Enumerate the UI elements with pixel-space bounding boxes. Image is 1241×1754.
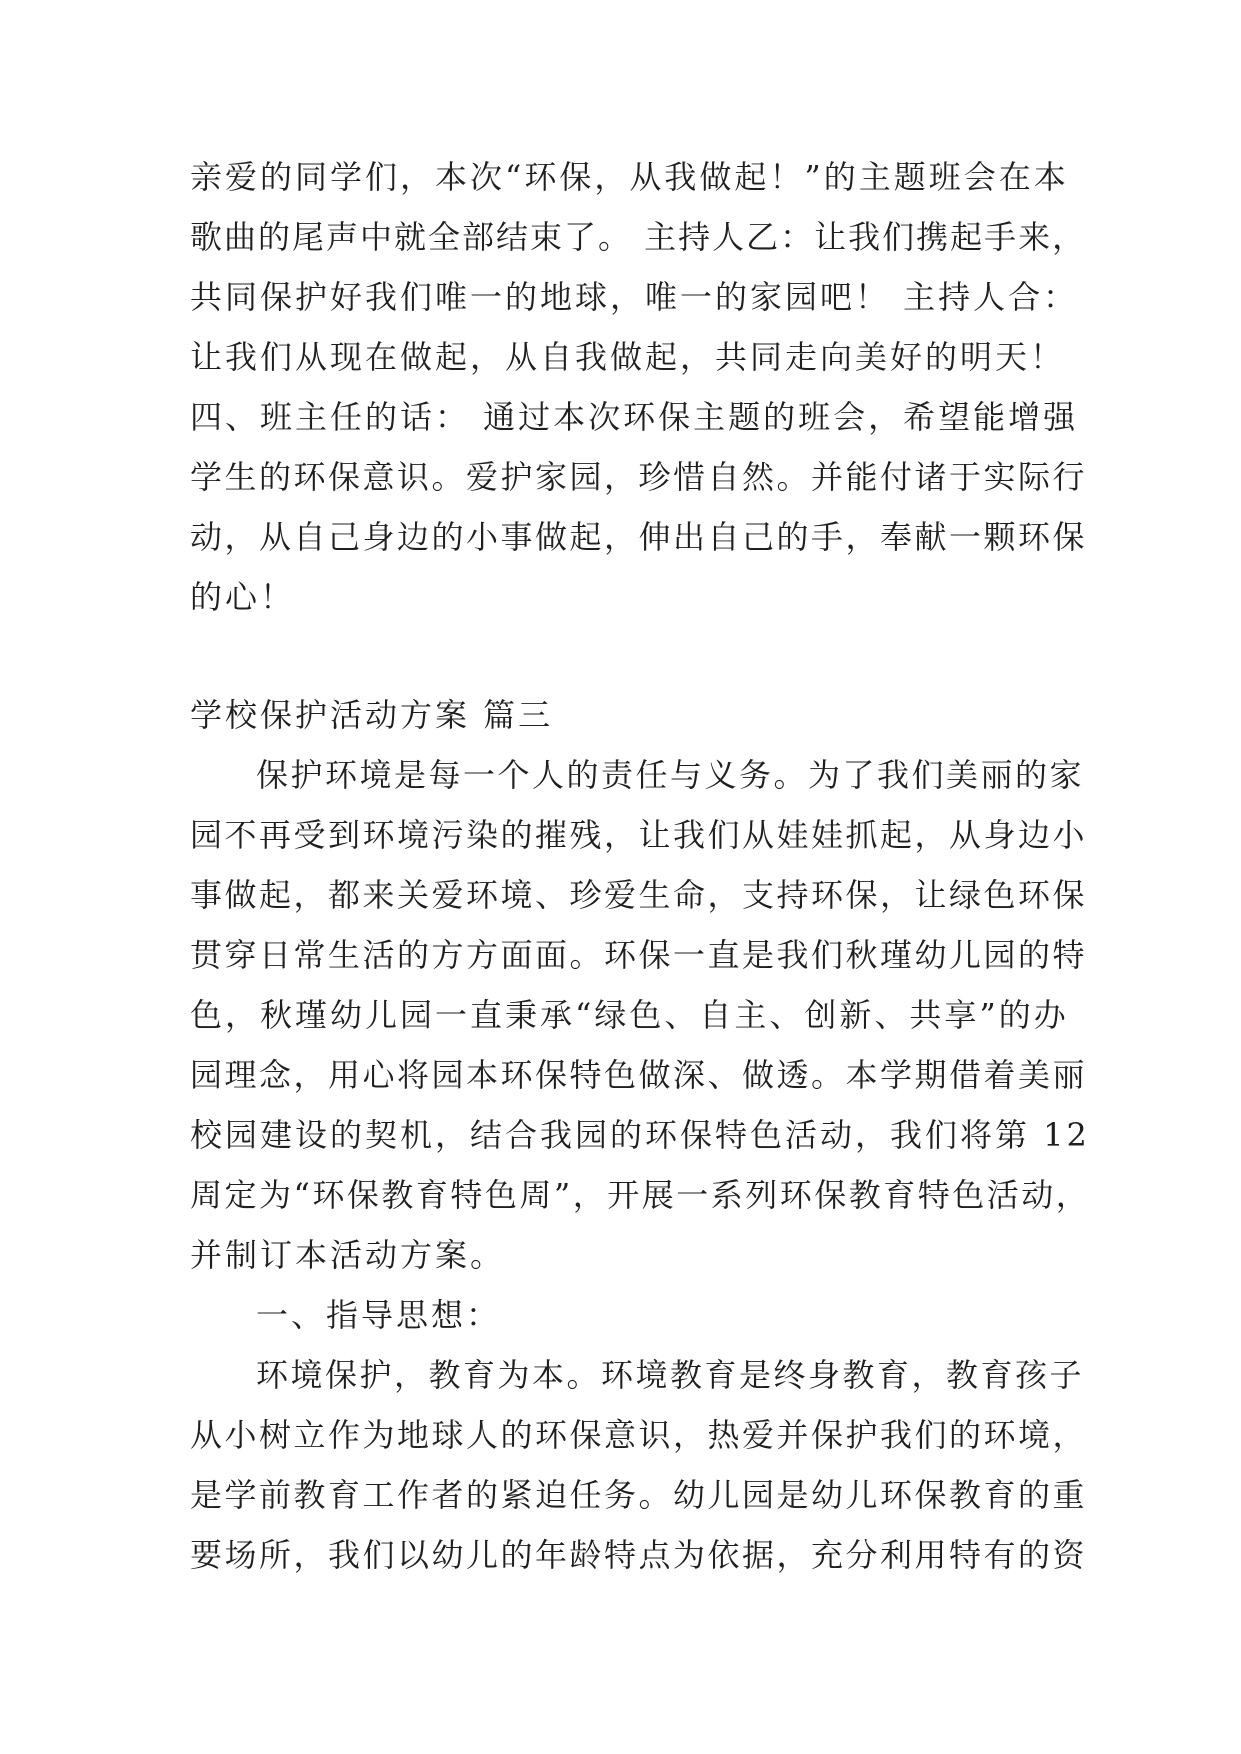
paragraph-line: 让我们从现在做起，从自我做起，共同走向美好的明天！ <box>190 338 1066 376</box>
paragraph-line: 学生的环保意识。爱护家园，珍惜自然。并能付诸于实际行 <box>190 458 1088 496</box>
paragraph-line: 要场所，我们以幼儿的年龄特点为依据，充分利用特有的资 <box>190 1536 1088 1574</box>
paragraph-line: 亲爱的同学们，本次“环保，从我做起！”的主题班会在本 <box>190 158 1069 196</box>
section-heading: 学校保护活动方案 篇三 <box>190 696 554 734</box>
paragraph-line: 园理念，用心将园本环保特色做深、做透。本学期借着美丽 <box>190 1056 1088 1094</box>
paragraph-line: 环境保护，教育为本。环境教育是终身教育，教育孩子 <box>256 1356 1085 1394</box>
paragraph-line: 是学前教育工作者的紧迫任务。幼儿园是幼儿环保教育的重 <box>190 1476 1088 1514</box>
paragraph-line: 并制订本活动方案。 <box>190 1236 506 1274</box>
paragraph-line: 校园建设的契机，结合我园的环保特色活动，我们将第 12 <box>190 1116 1090 1154</box>
paragraph-line: 四、班主任的话： 通过本次环保主题的班会，希望能增强 <box>190 398 1079 436</box>
paragraph-line: 周定为“环保教育特色周”，开展一系列环保教育特色活动， <box>190 1176 1091 1214</box>
paragraph-line: 的心！ <box>190 578 296 616</box>
paragraph-line: 色，秋瑾幼儿园一直秉承“绿色、自主、创新、共享”的办 <box>190 996 1069 1034</box>
paragraph-line: 贯穿日常生活的方方面面。环保一直是我们秋瑾幼儿园的特 <box>190 936 1088 974</box>
paragraph-line: 保护环境是每一个人的责任与义务。为了我们美丽的家 <box>256 756 1085 794</box>
paragraph-line: 共同保护好我们唯一的地球，唯一的家园吧！ 主持人合： <box>190 278 1079 316</box>
paragraph-line: 从小树立作为地球人的环保意识，热爱并保护我们的环境， <box>190 1416 1088 1454</box>
paragraph-line: 事做起，都来关爱环境、珍爱生命，支持环保，让绿色环保 <box>190 876 1088 914</box>
paragraph-line: 动，从自己身边的小事做起，伸出自己的手，奉献一颗环保 <box>190 518 1088 556</box>
subsection-heading: 一、指导思想： <box>256 1296 502 1334</box>
paragraph-line: 歌曲的尾声中就全部结束了。 主持人乙：让我们携起手来， <box>190 218 1087 256</box>
paragraph-line: 园不再受到环境污染的摧残，让我们从娃娃抓起，从身边小 <box>190 816 1088 854</box>
